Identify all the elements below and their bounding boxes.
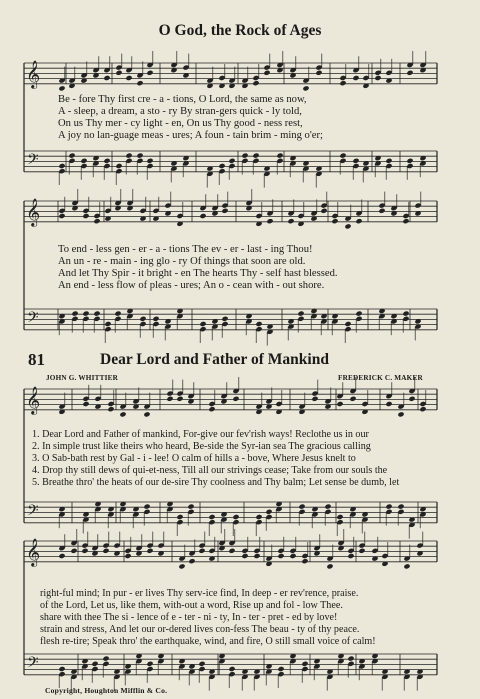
lyric-line: 5. Breathe thro' the heats of our de-sire Thy coolness and Thy balm; Let sense be dumb, let <box>32 477 400 488</box>
lyric-line: of the Lord, Let us, like them, with-out a word, Rise up and fol - low Thee. <box>40 600 343 611</box>
lyric-line: 1. Dear Lord and Father of mankind, For-give our fev'rish ways! Reclothe us in our <box>32 429 369 440</box>
svg-text:𝄢: 𝄢 <box>27 151 39 172</box>
svg-text:𝄢: 𝄢 <box>27 502 39 523</box>
svg-text:𝄞: 𝄞 <box>26 538 41 566</box>
lyric-line: And let Thy Spir - it bright - en The hearts Thy - self hast blessed. <box>58 268 338 279</box>
svg-text:𝄞: 𝄞 <box>26 386 41 414</box>
lyric-line: strain and stress, And let our or-dered lives con-fess The beau - ty of thy peace. <box>40 624 360 635</box>
lyric-line: right-ful mind; In pur - er lives Thy serv-ice find, In deep - er rev'rence, praise. <box>40 588 359 599</box>
author-credit: JOHN G. WHITTIER <box>46 374 118 382</box>
composer-credit: FREDERICK C. MAKER <box>338 374 423 382</box>
lyric-line: 2. In simple trust like theirs who heard, Be-side the Syr-ian sea The gracious calling <box>32 441 371 452</box>
lyric-line: share with thee The si - lence of e - ter - ni - ty, In - ter - pret - ed by love! <box>40 612 338 623</box>
svg-text:𝄞: 𝄞 <box>26 60 41 88</box>
lyric-line: A joy no lan-guage meas - ures; A foun - tain brim - ming o'er; <box>58 130 323 141</box>
hymn-title: Dear Lord and Father of Mankind <box>100 351 329 368</box>
hymn-number: 81 <box>28 350 45 369</box>
lyric-line: To end - less gen - er - a - tions The ev - er - last - ing Thou! <box>58 244 313 255</box>
lyric-line: On us Thy mer - cy light - en, On us Thy good - ness rest, <box>58 118 303 129</box>
svg-text:𝄢: 𝄢 <box>27 309 39 330</box>
copyright-notice: Copyright, Houghton Mifflin & Co. <box>45 686 168 695</box>
lyric-line: 4. Drop thy still dews of qui-et-ness, Till all our strivings cease; Take from our souls the <box>32 465 388 476</box>
lyric-line: 3. O Sab-bath rest by Gal - i - lee! O calm of hills a - bove, Where Jesus knelt to <box>32 453 356 464</box>
lyric-line: A - sleep, a dream, a sto - ry By stran-gers quick - ly told, <box>58 106 302 117</box>
hymn-title: O God, the Rock of Ages <box>158 22 322 39</box>
lyric-line: flesh re-tire; Speak thro' the earthquake, wind, and fire, O still small voice of calm! <box>40 636 376 647</box>
lyric-line: An un - re - main - ing glo - ry Of things that soon are old. <box>58 256 306 267</box>
svg-text:𝄢: 𝄢 <box>27 654 39 675</box>
svg-text:𝄞: 𝄞 <box>26 198 41 226</box>
lyric-line: Be - fore Thy first cre - a - tions, O Lord, the same as now, <box>58 94 307 105</box>
lyric-line: An end - less flow of pleas - ures; An o - cean with - out shore. <box>58 280 325 291</box>
